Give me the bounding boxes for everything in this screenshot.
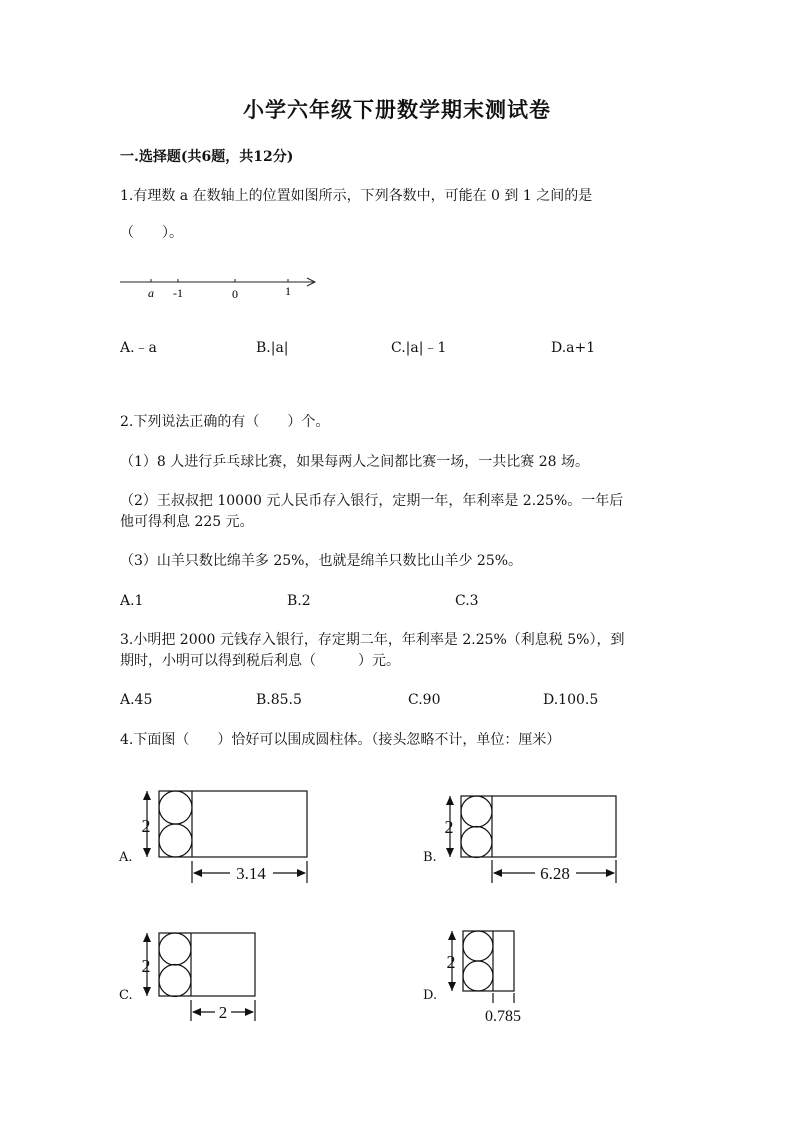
q2-item3: （3）山羊只数比绵羊多 25%，也就是绵羊只数比山羊少 25%。	[120, 553, 523, 569]
figure-c-width: 2	[218, 1003, 228, 1022]
figure-c	[135, 925, 265, 1025]
q3-stem-line2: 期时，小明可以得到税后利息（ ）元。	[120, 653, 400, 669]
figure-d-width: 0.785	[485, 1008, 521, 1025]
q1-option-d: D.a+1	[551, 340, 596, 356]
q1-option-c: C.|a|﹣1	[391, 340, 447, 356]
figure-c-label: C.	[119, 988, 133, 1003]
q1-stem-line2: （ ）。	[120, 225, 183, 241]
q3-option-a: A.45	[120, 692, 153, 708]
page-title: 小学六年级下册数学期末测试卷	[243, 97, 551, 122]
figure-d-label: D.	[423, 988, 438, 1003]
q2-item2-line1: （2）王叔叔把 10000 元人民币存入银行，定期一年，年利率是 2.25%。一年后	[120, 493, 624, 509]
figure-d	[440, 925, 540, 1030]
axis-label-zero: 0	[232, 287, 238, 301]
axis-label-a: a	[148, 286, 154, 300]
axis-label-neg1: -1	[173, 286, 183, 300]
q1-stem-line1: 1.有理数 a 在数轴上的位置如图所示，下列各数中，可能在 0 到 1 之间的是	[120, 188, 593, 204]
q2-option-c: C.3	[455, 593, 479, 609]
figure-b	[438, 787, 628, 892]
figure-b-width: 6.28	[540, 864, 570, 883]
q2-item2-line2: 他可得利息 225 元。	[120, 514, 254, 530]
figure-b-height: 2	[444, 817, 454, 837]
figure-a-height: 2	[141, 816, 151, 836]
figure-a-width: 3.14	[236, 864, 266, 883]
q4-stem: 4.下面图（ ）恰好可以围成圆柱体。（接头忽略不计，单位：厘米）	[120, 732, 561, 748]
q1-option-a: A.﹣a	[120, 340, 157, 356]
q3-stem-line1: 3.小明把 2000 元钱存入银行，存定期二年，年利率是 2.25%（利息税 5%），到	[120, 632, 625, 648]
figure-a-label: A.	[119, 850, 133, 865]
axis-label-one: 1	[285, 284, 291, 298]
q3-option-d: D.100.5	[543, 692, 599, 708]
q3-option-c: C.90	[408, 692, 441, 708]
q2-item1: （1）8 人进行乒乓球比赛，如果每两人之间都比赛一场，一共比赛 28 场。	[120, 454, 589, 470]
figure-c-height: 2	[141, 956, 151, 976]
q2-stem: 2.下列说法正确的有（ ）个。	[120, 414, 330, 430]
q1-option-b: B.|a|	[256, 340, 289, 356]
q3-option-b: B.85.5	[256, 692, 302, 708]
q2-option-a: A.1	[120, 593, 144, 609]
number-line	[118, 270, 328, 305]
figure-a	[135, 783, 320, 888]
q2-option-b: B.2	[287, 593, 311, 609]
figure-d-height: 2	[446, 952, 456, 972]
section-heading: 一.选择题(共6题，共12分)	[120, 149, 294, 165]
figure-b-label: B.	[423, 850, 437, 865]
